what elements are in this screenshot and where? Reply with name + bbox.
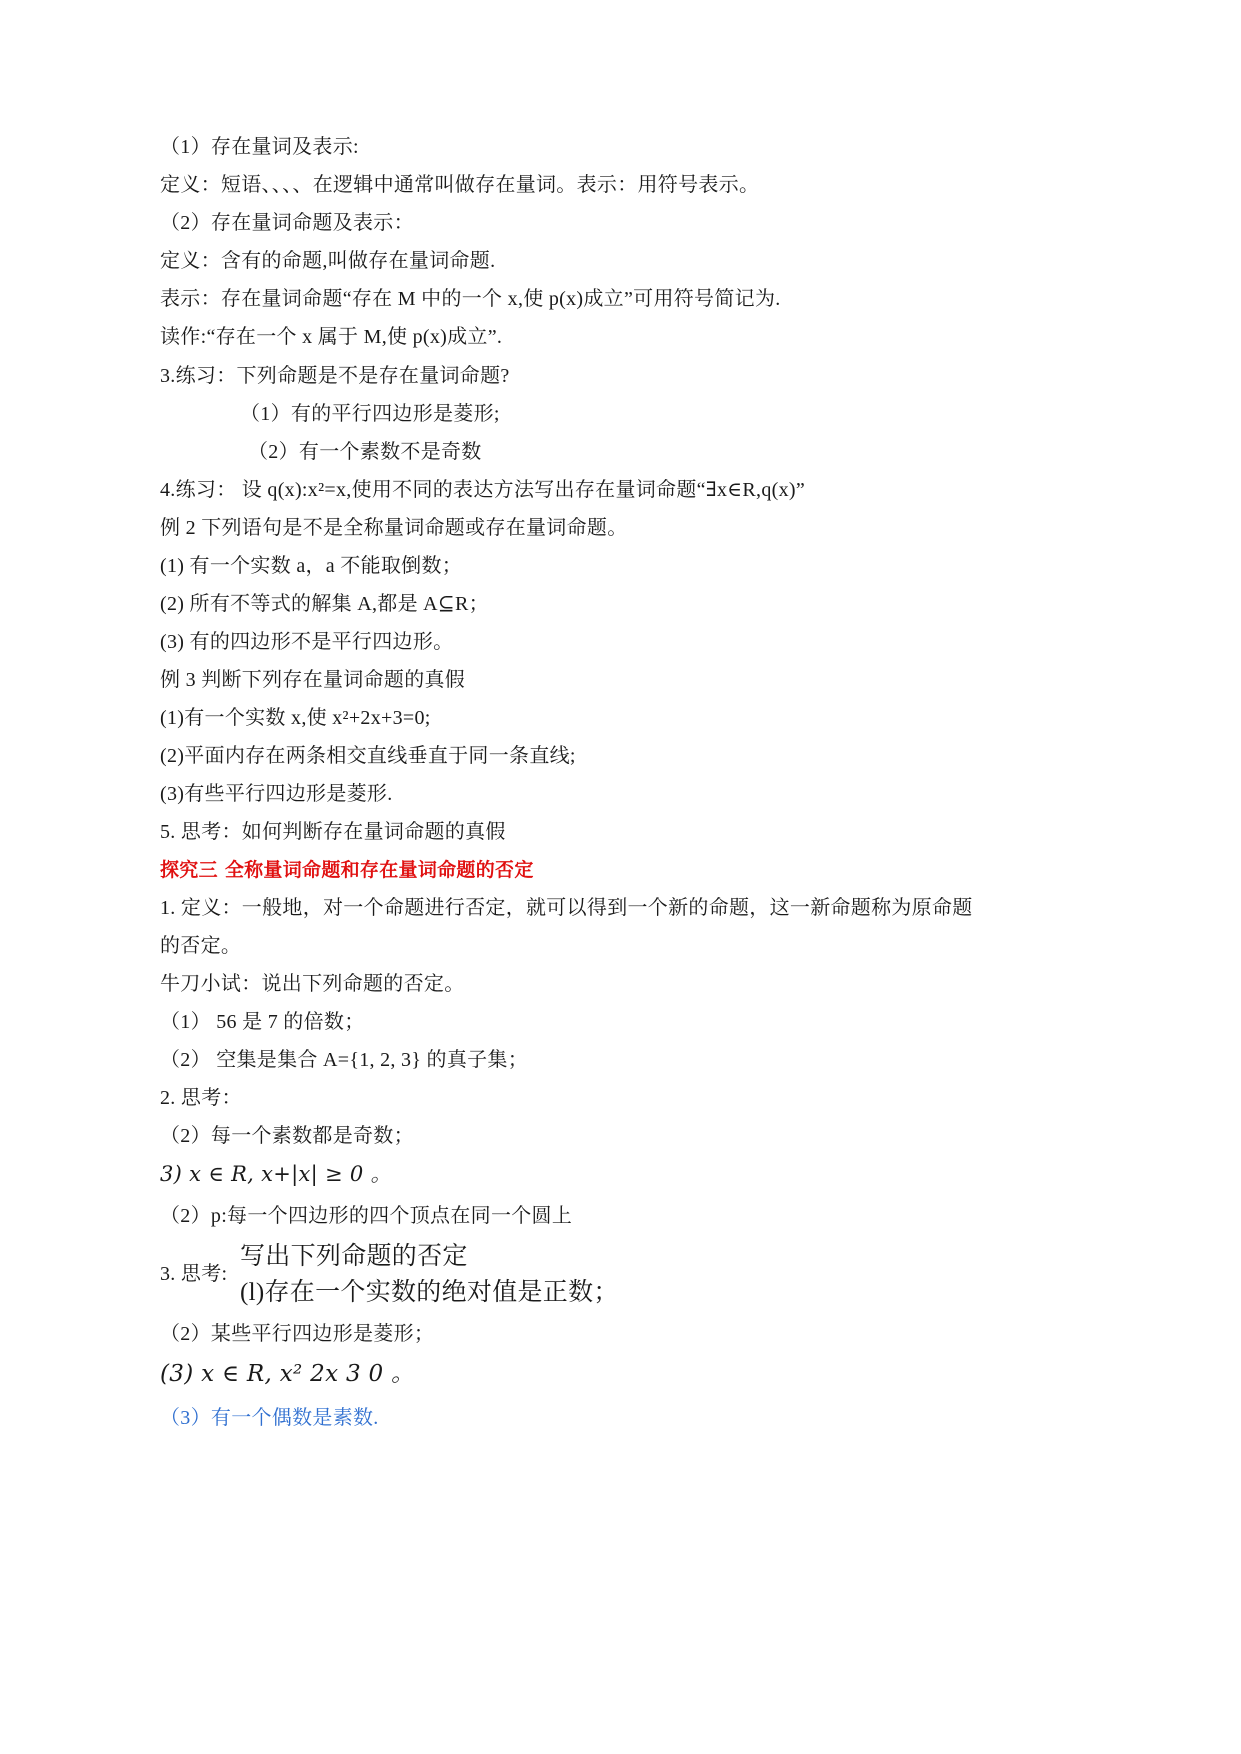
text-line: （1）有的平行四边形是菱形; (240, 403, 500, 425)
text-line: （1）存在量词及表示: (160, 136, 359, 158)
text-line: (3) 有的四边形不是平行四边形。 (160, 631, 454, 653)
math-expression: 3) x ∈ R, x+|x| ≥ 0 。 (160, 1162, 392, 1186)
math-expression: (3) x ∈ R, x² 2x 3 0 。 (160, 1361, 415, 1387)
text-line: （2） 空集是集合 A={1, 2, 3} 的真子集； (160, 1049, 529, 1071)
text-line: 3.练习：下列命题是不是存在量词命题? (160, 365, 510, 387)
text-line: 定义：短语、、、、在逻辑中通常叫做存在量词。表示：用符号表示。 (160, 174, 760, 196)
text-line: 3. 思考: (160, 1263, 228, 1285)
text-line: （2）p:每一个四边形的四个顶点在同一个圆上 (160, 1205, 573, 1227)
text-line: (2)平面内存在两条相交直线垂直于同一条直线; (160, 745, 576, 767)
text-line: （1） 56 是 7 的倍数； (160, 1011, 365, 1033)
text-line: (1)有一个实数 x,使 x²+2x+3=0; (160, 707, 431, 729)
text-line: （2）某些平行四边形是菱形； (160, 1323, 435, 1345)
text-line: （2）每一个素数都是奇数； (160, 1125, 414, 1147)
section-heading: 探究三 全称量词命题和存在量词命题的否定 (160, 859, 534, 881)
text-line: 4.练习： 设 q(x):x²=x,使用不同的表达方法写出存在量词命题“∃x∈R,q(x)” (160, 479, 806, 501)
text-line: 2. 思考： (160, 1087, 242, 1109)
text-line: 5. 思考：如何判断存在量词命题的真假 (160, 821, 506, 843)
text-line: (1) 有一个实数 a，a 不能取倒数； (160, 555, 463, 577)
embedded-heading: 写出下列命题的否定 (240, 1243, 468, 1270)
text-line: （2）有一个素数不是奇数 (248, 441, 482, 463)
text-line: (2) 所有不等式的解集 A,都是 A⊆R； (160, 593, 489, 615)
text-line: 表示：存在量词命题“存在 M 中的一个 x,使 p(x)成立”可用符号简记为. (160, 288, 781, 310)
text-line: 定义：含有的命题,叫做存在量词命题. (160, 250, 496, 272)
text-line: 的否定。 (160, 935, 242, 957)
text-line: 1. 定义：一般地，对一个命题进行否定，就可以得到一个新的命题，这一新命题称为原命题 (160, 897, 973, 919)
text-line: 例 2 下列语句是不是全称量词命题或存在量词命题。 (160, 517, 628, 539)
text-line: 牛刀小试：说出下列命题的否定。 (160, 973, 465, 995)
text-line: 例 3 判断下列存在量词命题的真假 (160, 669, 466, 691)
embedded-text: (l)存在一个实数的绝对值是正数； (240, 1279, 619, 1306)
text-line: （2）存在量词命题及表示： (160, 212, 414, 234)
text-line: （3）有一个偶数是素数. (160, 1407, 379, 1429)
text-line: 读作:“存在一个 x 属于 M,使 p(x)成立”. (160, 326, 503, 348)
text-line: (3)有些平行四边形是菱形. (160, 783, 393, 805)
